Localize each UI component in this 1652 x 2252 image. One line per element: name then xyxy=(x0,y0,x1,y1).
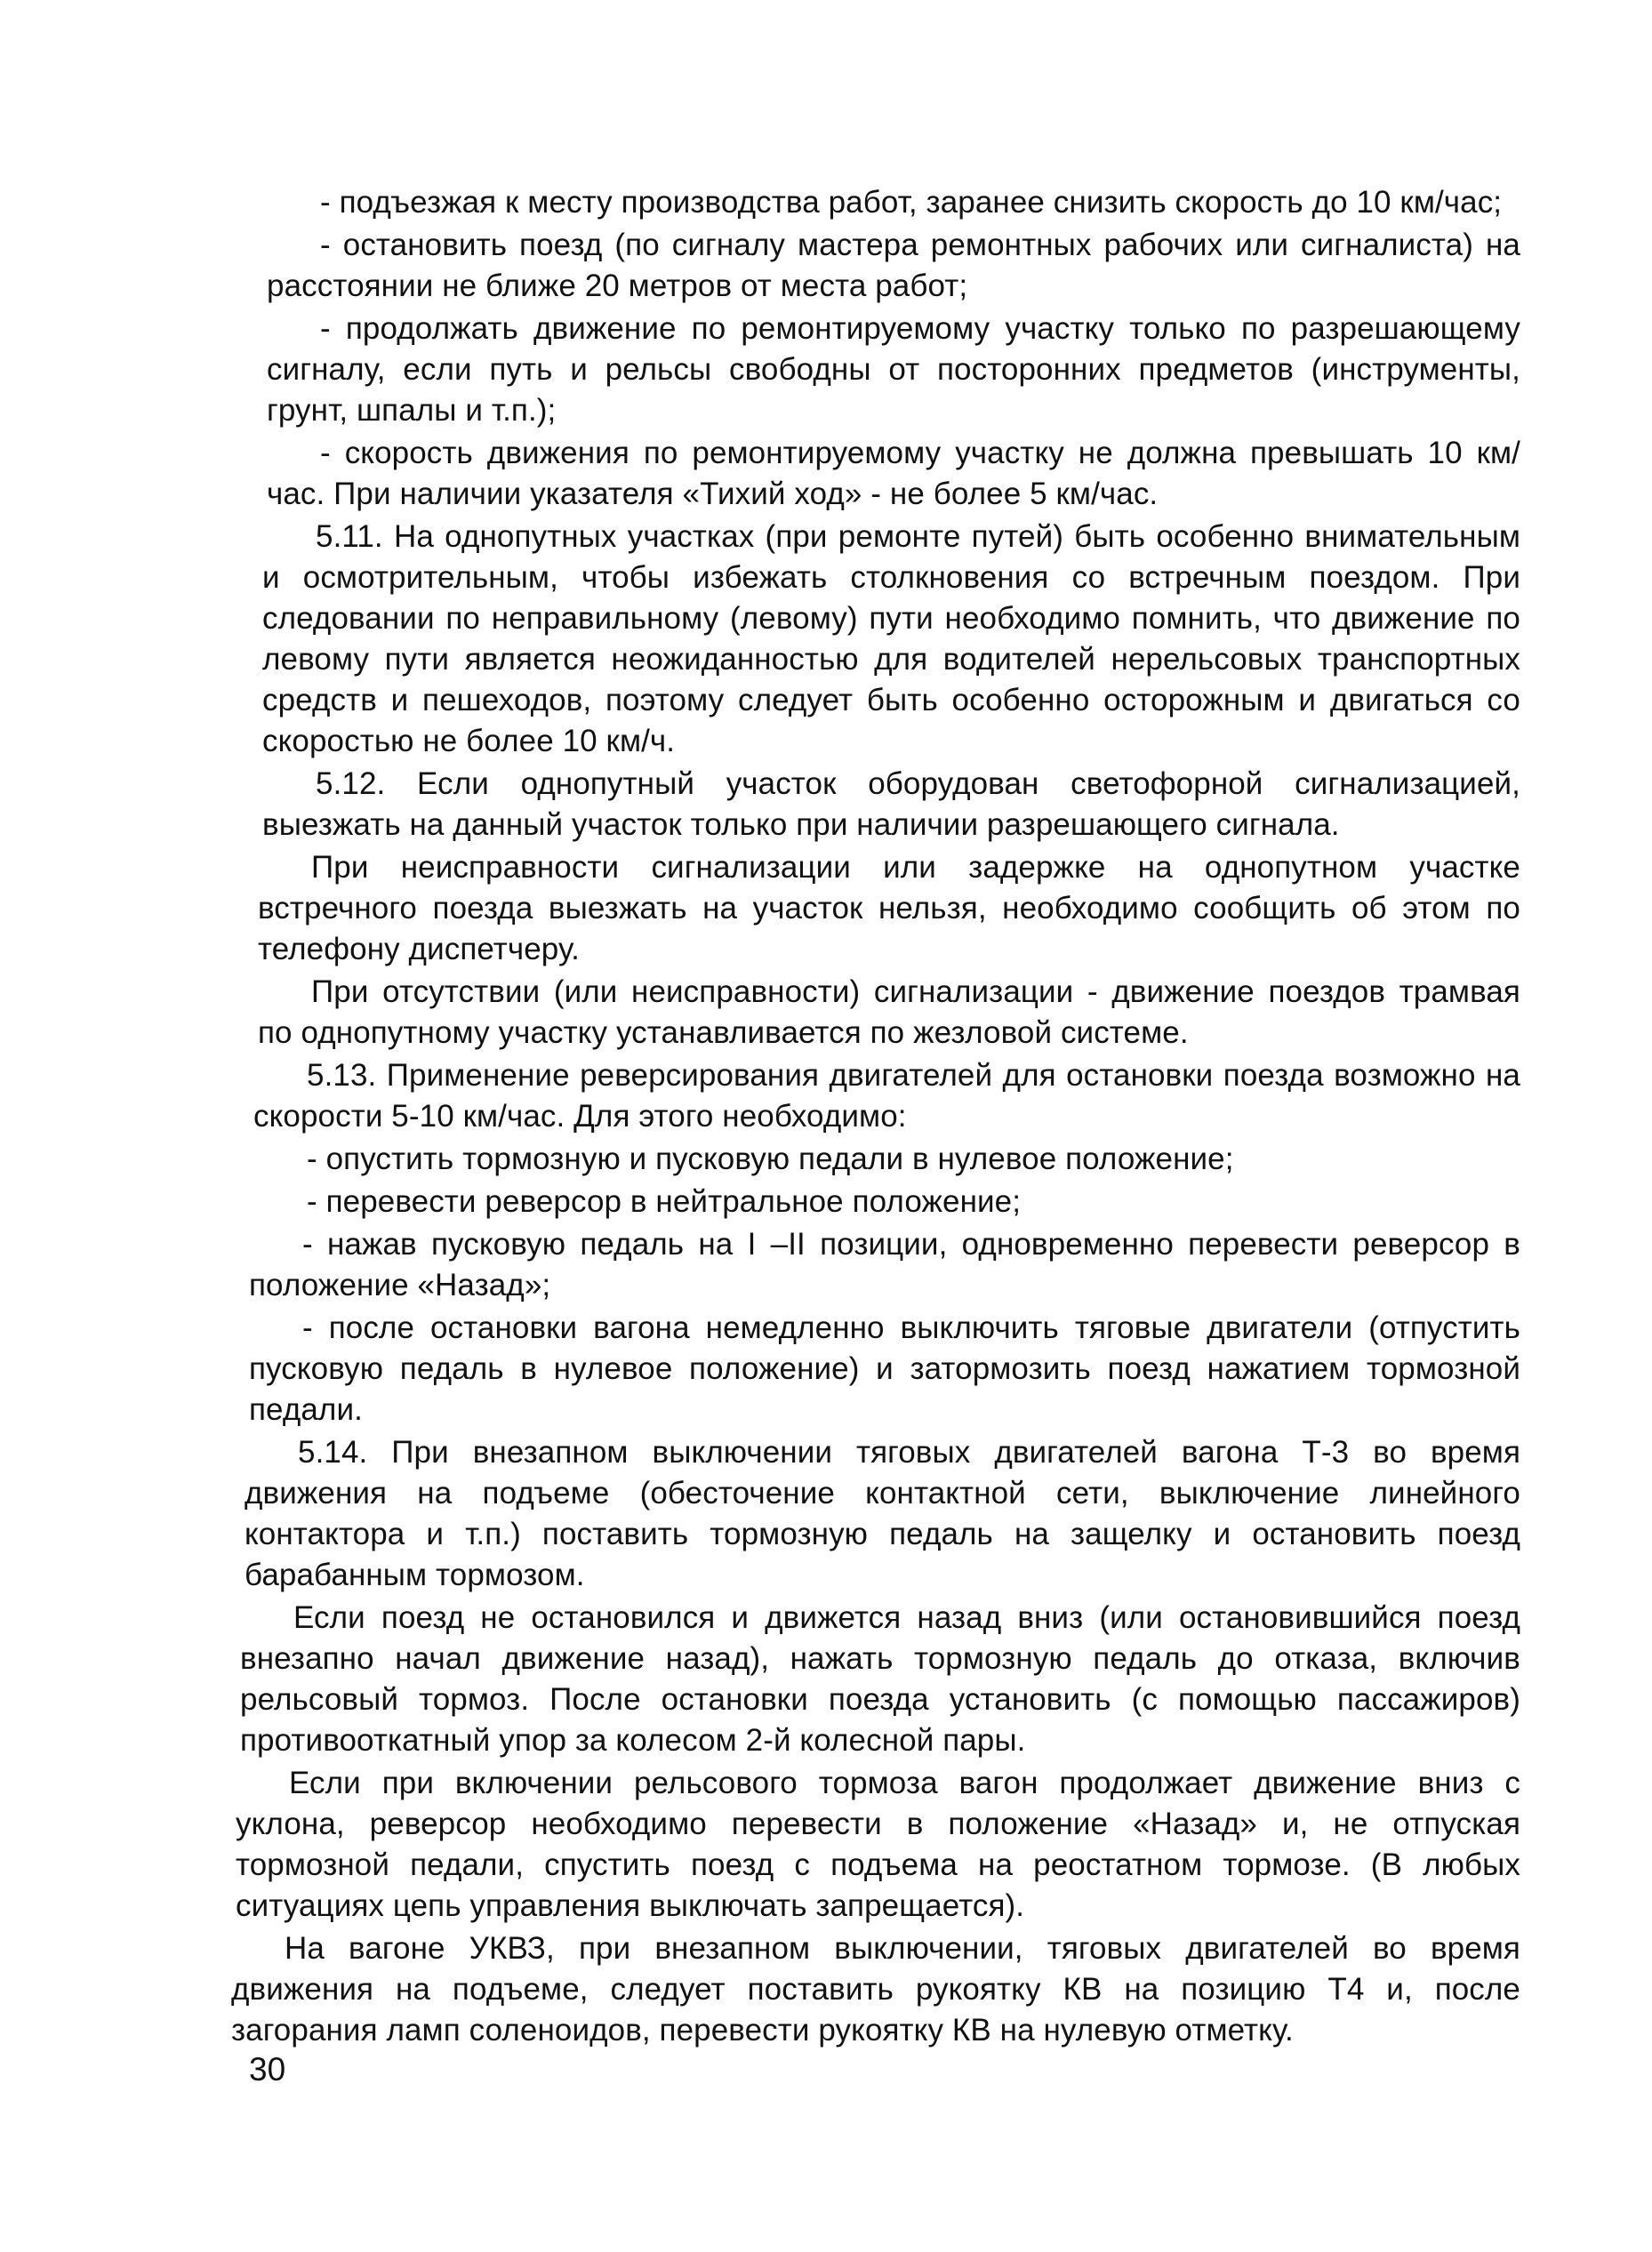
paragraph-5-11: 5.11. На однопутных участках (при ремонте путей) быть особенно внимательным и осмотрительным, чтобы избежать столкновения со встречным поездом. При следовании по неправильному (левому) пути необходимо помнить, что движение по левому пути является неожиданностью для водителей нерельсовых транспортных средств и пешеходов, поэтому следует быть особенно осторожным и двигаться со скоростью не более 10 км/ч. xyxy=(262,519,1520,758)
paragraph-repair-speed: - скорость движения по ремонтируемому участку не должна превышать 10 км/час. При наличии указателя «Тихий ход» - не более 5 км/час. xyxy=(267,436,1520,511)
paragraph-after-stop: - после остановки вагона немедленно выключить тяговые двигатели (отпустить пусковую педаль в нулевое положение) и затормозить поезд нажатием тормозной педали. xyxy=(249,1310,1520,1427)
paragraph-5-14: 5.14. При внезапном выключении тяговых двигателей вагона Т-3 во время движения на подъеме (обесточение контактной сети, выключение линейного контактора и т.п.) поставить тормозную педаль на защелку и остановить поезд барабанным тормозом. xyxy=(245,1435,1520,1592)
paragraph-5-13: 5.13. Применение реверсирования двигателей для остановки поезда возможно на скорости 5-10 км/час. Для этого необходимо: xyxy=(253,1058,1520,1134)
paragraph-5-12: 5.12. Если однопутный участок оборудован светофорной сигнализацией, выезжать на данный участок только при наличии разрешающего сигнала. xyxy=(262,766,1520,842)
paragraph-approach-speed: - подъезжая к месту производства работ, заранее снизить скорость до 10 км/час; xyxy=(320,185,1503,220)
paragraph-signal-fault: При неисправности сигнализации или задержке на однопутном участке встречного поезда выезжать на участок нельзя, необходимо сообщить об этом по телефону диспетчеру. xyxy=(258,850,1520,966)
document-body xyxy=(231,182,1520,2053)
page-number: 30 xyxy=(249,2051,286,2088)
paragraph-neutral-reverser: - перевести реверсор в нейтральное положение; xyxy=(307,1184,1022,1219)
paragraph-staff-system: При отсутствии (или неисправности) сигнализации - движение поездов трамвая по однопутному участку устанавливается по жезловой системе. xyxy=(258,974,1520,1050)
paragraph-rolling-back: Если поезд не остановился и движется назад вниз (или остановившийся поезд внезапно начал движение назад), нажать тормозную педаль до отказа, включив рельсовый тормоз. После остановки поезда установить (с помощью пассажиров) противооткатный упор за колесом 2-й колесной пары. xyxy=(240,1600,1520,1758)
paragraph-press-pedal: - нажав пусковую педаль на I –II позиции, одновременно перевести реверсор в положение «Назад»; xyxy=(249,1227,1520,1302)
paragraph-rail-brake: Если при включении рельсового тормоза вагон продолжает движение вниз с уклона, реверсор необходимо перевести в положение «Назад» и, не отпуская тормозной педали, спустить поезд с подъема на реостатном тормозе. (В любых ситуациях цепь управления выключать запрещается). xyxy=(236,1766,1520,1923)
paragraph-stop-train: - остановить поезд (по сигналу мастера ремонтных рабочих или сигналиста) на расстоянии не ближе 20 метров от места работ; xyxy=(267,228,1520,303)
paragraph-lower-pedals: - опустить тормозную и пусковую педали в нулевое положение; xyxy=(307,1142,1234,1176)
paragraph-ukvz: На вагоне УКВЗ, при внезапном выключении, тяговых двигателей во время движения на подъеме, следует поставить рукоятку КВ на позицию Т4 и, после загорания ламп соленоидов, перевести рукоятку КВ на нулевую отметку. xyxy=(231,1931,1520,2048)
paragraph-continue-movement: - продолжать движение по ремонтируемому участку только по разрешающему сигналу, если путь и рельсы свободны от посторонних предметов (инструменты, грунт, шпалы и т.п.); xyxy=(267,311,1520,428)
